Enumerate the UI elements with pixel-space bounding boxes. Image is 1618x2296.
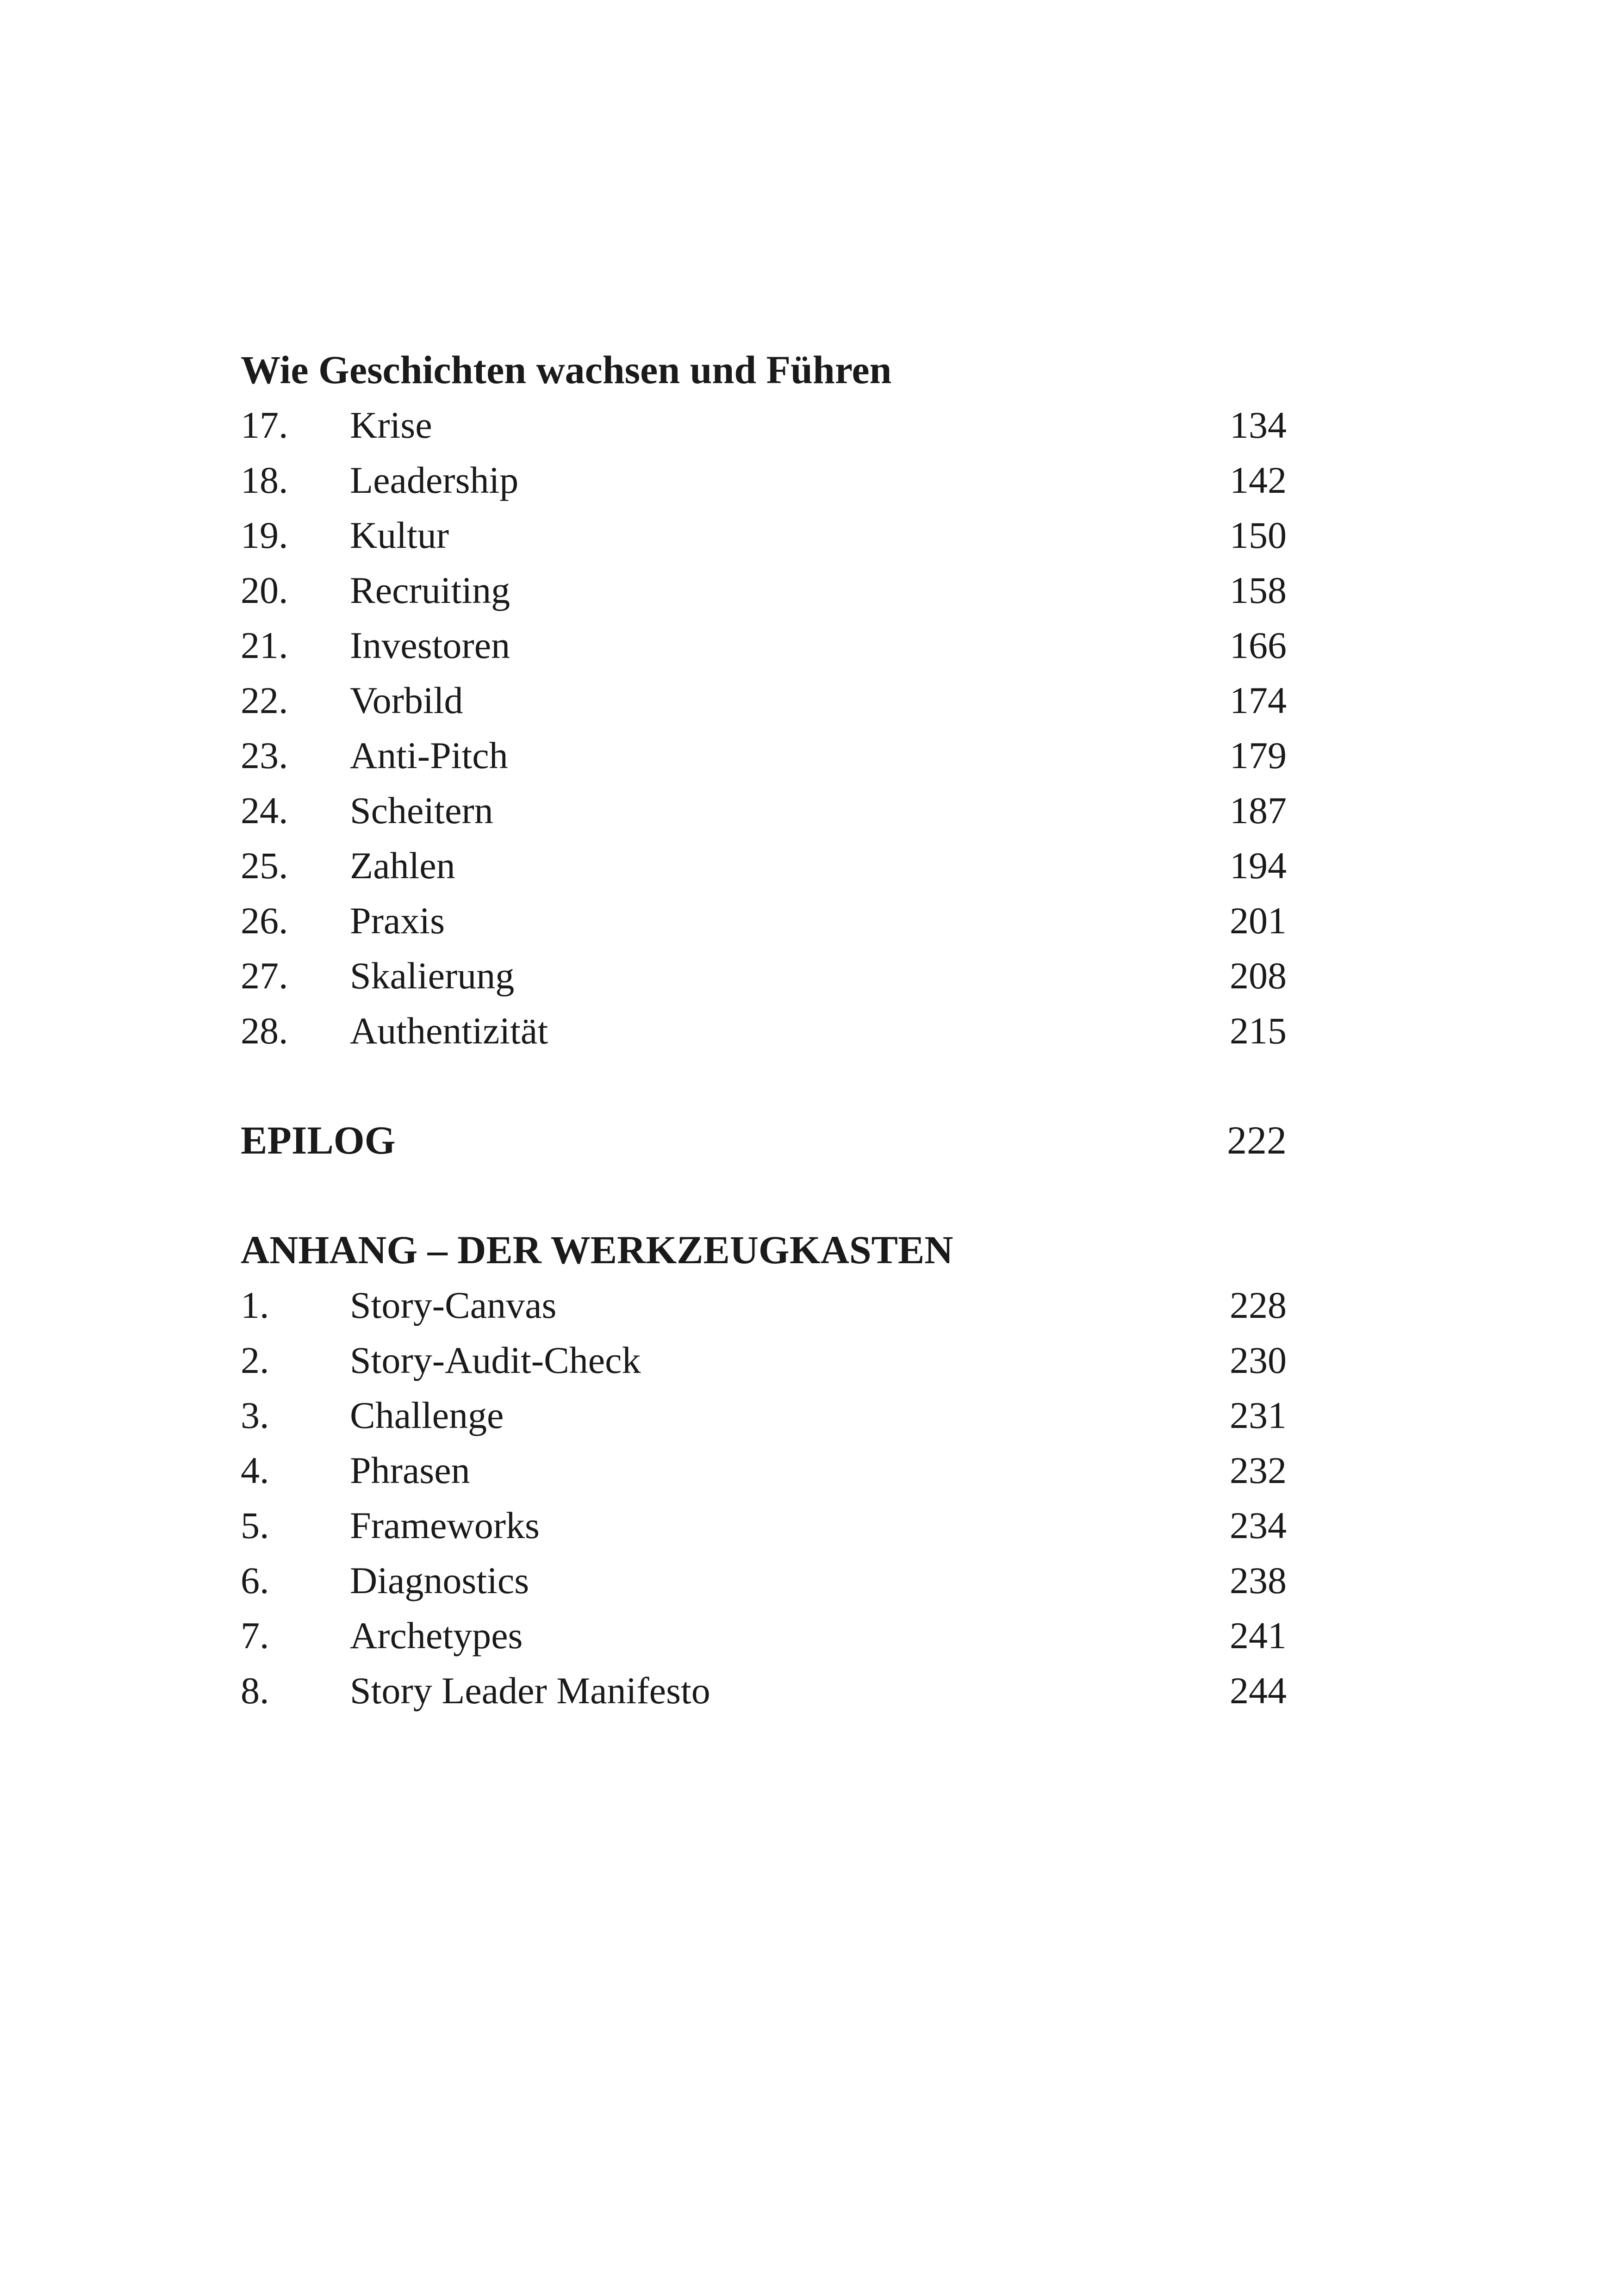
toc-entry <box>241 563 1287 618</box>
toc-entry-page: 150 <box>1230 514 1287 556</box>
toc-entry-title: Kultur <box>350 514 449 556</box>
epilog-page: 222 <box>1227 1118 1287 1162</box>
toc-entry-title: Scheitern <box>350 789 493 832</box>
section-spacer <box>241 1058 1287 1113</box>
toc-entry <box>241 508 1287 563</box>
toc-entry <box>241 728 1287 783</box>
toc-entry-title: Anti-Pitch <box>350 734 508 776</box>
toc-entry-page: 142 <box>1230 459 1287 501</box>
toc-entry-page: 201 <box>1230 900 1287 942</box>
toc-entry-title: Authentizität <box>350 1010 548 1052</box>
toc-entry-title: Frameworks <box>350 1504 540 1546</box>
toc-entry-page: 230 <box>1230 1339 1287 1381</box>
toc-entry-number: 28. <box>241 1010 288 1052</box>
epilog-heading-text: EPILOG <box>241 1118 396 1162</box>
toc-entry-number: 3. <box>241 1394 269 1436</box>
toc-entry-page: 158 <box>1230 569 1287 611</box>
toc-entry-title: Krise <box>350 404 432 446</box>
toc-entry-title: Recruiting <box>350 569 510 611</box>
toc-entry <box>241 618 1287 673</box>
toc-entry-title: Story-Canvas <box>350 1284 557 1326</box>
toc-entry-number: 21. <box>241 624 288 666</box>
toc-entry <box>241 673 1287 728</box>
toc-entry-number: 27. <box>241 955 288 997</box>
toc-entry-title: Praxis <box>350 900 445 942</box>
part-heading-text: Wie Geschichten wachsen und Führen <box>241 348 892 392</box>
toc-entry-number: 26. <box>241 900 288 942</box>
toc-entry-page: 174 <box>1230 679 1287 721</box>
toc-entry-title: Phrasen <box>350 1449 470 1491</box>
toc-entry-number: 18. <box>241 459 288 501</box>
toc-entry <box>241 1278 1287 1333</box>
toc-entry-page: 238 <box>1230 1559 1287 1601</box>
toc-entry-page: 166 <box>1230 624 1287 666</box>
toc-entry-number: 20. <box>241 569 288 611</box>
toc-entry <box>241 1608 1287 1663</box>
toc-entry <box>241 1443 1287 1498</box>
toc-entry-page: 215 <box>1230 1010 1287 1052</box>
epilog-heading <box>241 1113 1287 1168</box>
toc-entry-number: 6. <box>241 1559 269 1601</box>
toc-entry-title: Archetypes <box>350 1614 523 1657</box>
toc-entry-page: 194 <box>1230 844 1287 887</box>
toc-entry-page: 228 <box>1230 1284 1287 1326</box>
toc-entry-title: Vorbild <box>350 679 463 721</box>
toc-entry-title: Zahlen <box>350 844 455 887</box>
toc-entry-page: 234 <box>1230 1504 1287 1546</box>
toc-entry <box>241 1553 1287 1608</box>
toc-entry-page: 231 <box>1230 1394 1287 1436</box>
toc-entry-page: 179 <box>1230 734 1287 776</box>
toc-entry <box>241 783 1287 838</box>
toc-entry-number: 4. <box>241 1449 269 1491</box>
toc-entry-number: 25. <box>241 844 288 887</box>
toc-entry-number: 17. <box>241 404 288 446</box>
toc-entry-title: Diagnostics <box>350 1559 529 1601</box>
toc-entry <box>241 948 1287 1003</box>
toc-entry <box>241 893 1287 948</box>
toc-entry-title: Challenge <box>350 1394 504 1436</box>
toc-entry-number: 23. <box>241 734 288 776</box>
toc-entry-page: 241 <box>1230 1614 1287 1657</box>
toc-entry-number: 5. <box>241 1504 269 1546</box>
table-of-contents <box>241 342 1287 1718</box>
toc-entry-number: 2. <box>241 1339 269 1381</box>
toc-entry <box>241 1663 1287 1718</box>
toc-entry <box>241 1333 1287 1388</box>
toc-entry-number: 1. <box>241 1284 269 1326</box>
toc-entry-page: 208 <box>1230 955 1287 997</box>
anhang-heading-text: ANHANG – DER WERKZEUGKASTEN <box>241 1228 953 1272</box>
toc-entry-title: Story Leader Manifesto <box>350 1669 710 1712</box>
toc-entry-number: 22. <box>241 679 288 721</box>
section-spacer <box>241 1168 1287 1222</box>
toc-entry <box>241 1498 1287 1553</box>
toc-entry-page: 232 <box>1230 1449 1287 1491</box>
toc-entry-page: 187 <box>1230 789 1287 832</box>
toc-entry <box>241 838 1287 893</box>
toc-entry <box>241 453 1287 508</box>
anhang-heading <box>241 1222 1287 1278</box>
toc-entry-number: 19. <box>241 514 288 556</box>
toc-entry <box>241 1003 1287 1058</box>
toc-entry-number: 24. <box>241 789 288 832</box>
toc-entry-number: 8. <box>241 1669 269 1712</box>
toc-entry-title: Story-Audit-Check <box>350 1339 641 1381</box>
toc-entry-title: Leadership <box>350 459 519 501</box>
toc-entry-title: Investoren <box>350 624 510 666</box>
toc-entry-title: Skalierung <box>350 955 515 997</box>
toc-entry-number: 7. <box>241 1614 269 1657</box>
toc-entry <box>241 1388 1287 1443</box>
toc-entry <box>241 397 1287 453</box>
part-heading <box>241 342 1287 397</box>
toc-entry-page: 244 <box>1230 1669 1287 1712</box>
toc-entry-page: 134 <box>1230 404 1287 446</box>
